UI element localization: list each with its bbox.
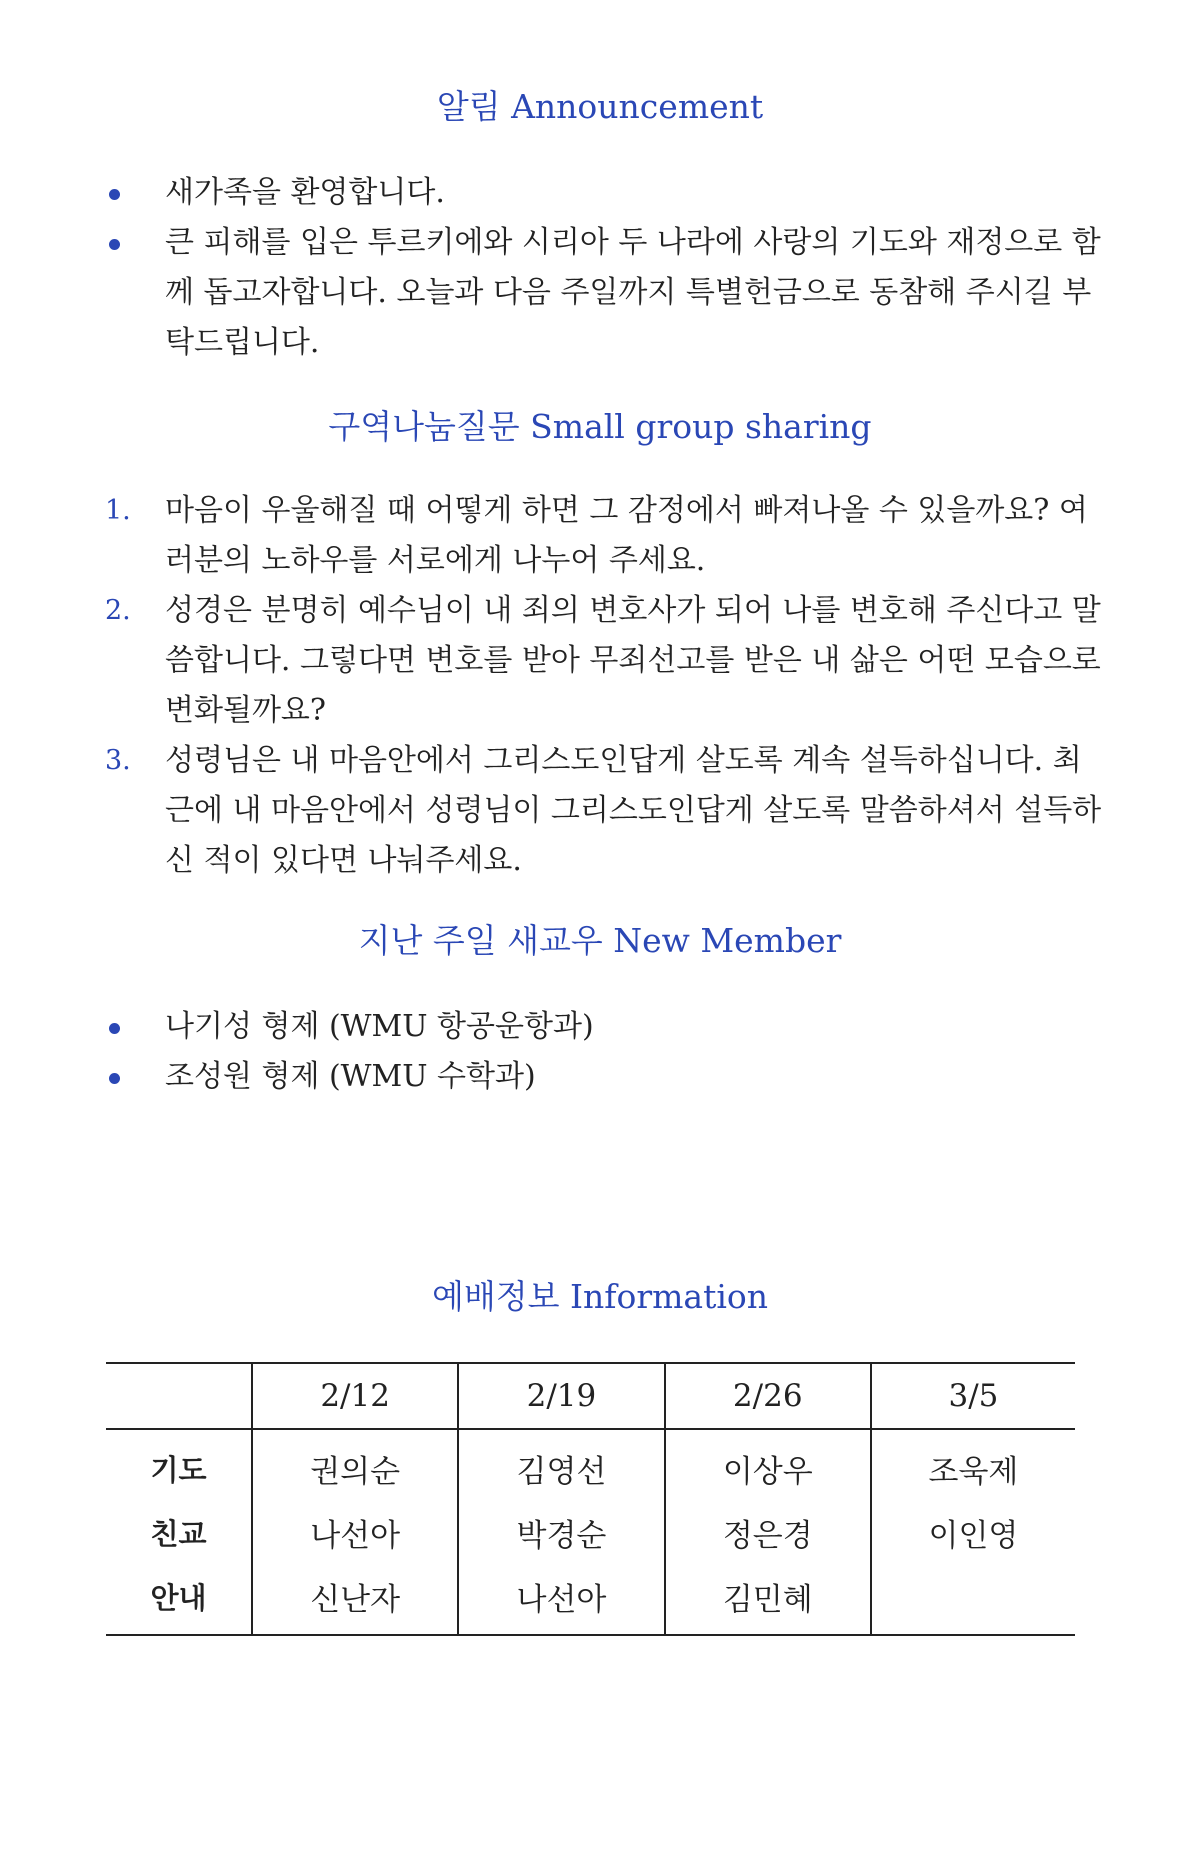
sharing-question <box>105 736 1105 886</box>
question-number: 1. <box>105 495 131 526</box>
bullet-icon <box>109 239 120 250</box>
announcement-list <box>105 168 1105 368</box>
date-header: 2/12 <box>252 1363 458 1429</box>
new-member-item <box>105 1002 1105 1052</box>
corner-cell <box>106 1363 252 1429</box>
name-cell: 이인영 <box>871 1500 1075 1564</box>
new-member-text: 나기성 형제 (WMU 항공운항과) <box>165 1009 594 1044</box>
sharing-heading: 구역나눔질문 Small group sharing <box>328 407 872 446</box>
sharing-question <box>105 586 1105 736</box>
question-text: 성령님은 내 마음안에서 그리스도인답게 살도록 계속 설득하십니다. 최근에 내 마음안에서 성령님이 그리스도인답게 살도록 말씀하셔서 설득하신 적이 있다면 나눠주세요. <box>165 743 1102 878</box>
name-cell: 정은경 <box>665 1500 871 1564</box>
new-member-item <box>105 1052 1105 1102</box>
bullet-icon <box>109 189 120 200</box>
question-number: 2. <box>105 595 131 626</box>
table-row <box>106 1500 1075 1564</box>
role-label: 안내 <box>150 1580 207 1615</box>
new-member-text: 조성원 형제 (WMU 수학과) <box>165 1059 536 1094</box>
name-cell: 조욱제 <box>871 1429 1075 1500</box>
information-heading: 예배정보 Information <box>431 1277 769 1316</box>
name-cell: 김영선 <box>458 1429 664 1500</box>
question-text: 마음이 우울해질 때 어떻게 하면 그 감정에서 빠져나올 수 있을까요? 여러분의 노하우를 서로에게 나누어 주세요. <box>165 493 1088 578</box>
role-label: 친교 <box>150 1516 207 1551</box>
bullet-icon <box>109 1023 120 1034</box>
bullet-icon <box>109 1073 120 1084</box>
question-text: 성경은 분명히 예수님이 내 죄의 변호사가 되어 나를 변호해 주신다고 말씀합니다. 그렇다면 변호를 받아 무죄선고를 받은 내 삶은 어떤 모습으로 변화될까요? <box>165 593 1101 728</box>
name-cell: 이상우 <box>665 1429 871 1500</box>
service-info-table <box>106 1362 1075 1636</box>
announcement-item <box>105 168 1105 218</box>
announcement-text: 큰 피해를 입은 투르키에와 시리아 두 나라에 사랑의 기도와 재정으로 함께 돕고자합니다. 오늘과 다음 주일까지 특별헌금으로 동참해 주시길 부탁드립니다. <box>165 225 1101 360</box>
table-row <box>106 1429 1075 1500</box>
role-label: 기도 <box>150 1452 207 1487</box>
date-header: 3/5 <box>871 1363 1075 1429</box>
table-row <box>106 1564 1075 1635</box>
name-cell: 나선아 <box>458 1564 664 1635</box>
table-header-row <box>106 1363 1075 1429</box>
date-header: 2/19 <box>458 1363 664 1429</box>
sharing-question-list <box>105 486 1105 886</box>
name-cell <box>871 1564 1075 1635</box>
name-cell: 신난자 <box>252 1564 458 1635</box>
announcement-text: 새가족을 환영합니다. <box>165 175 445 210</box>
date-header: 2/26 <box>665 1363 871 1429</box>
name-cell: 박경순 <box>458 1500 664 1564</box>
announcement-heading: 알림 Announcement <box>436 87 764 126</box>
name-cell: 김민혜 <box>665 1564 871 1635</box>
new-member-list <box>105 1002 1105 1102</box>
name-cell: 권의순 <box>252 1429 458 1500</box>
sharing-question <box>105 486 1105 586</box>
name-cell: 나선아 <box>252 1500 458 1564</box>
new-member-heading: 지난 주일 새교우 New Member <box>358 921 842 960</box>
announcement-item <box>105 218 1105 368</box>
question-number: 3. <box>105 745 131 776</box>
